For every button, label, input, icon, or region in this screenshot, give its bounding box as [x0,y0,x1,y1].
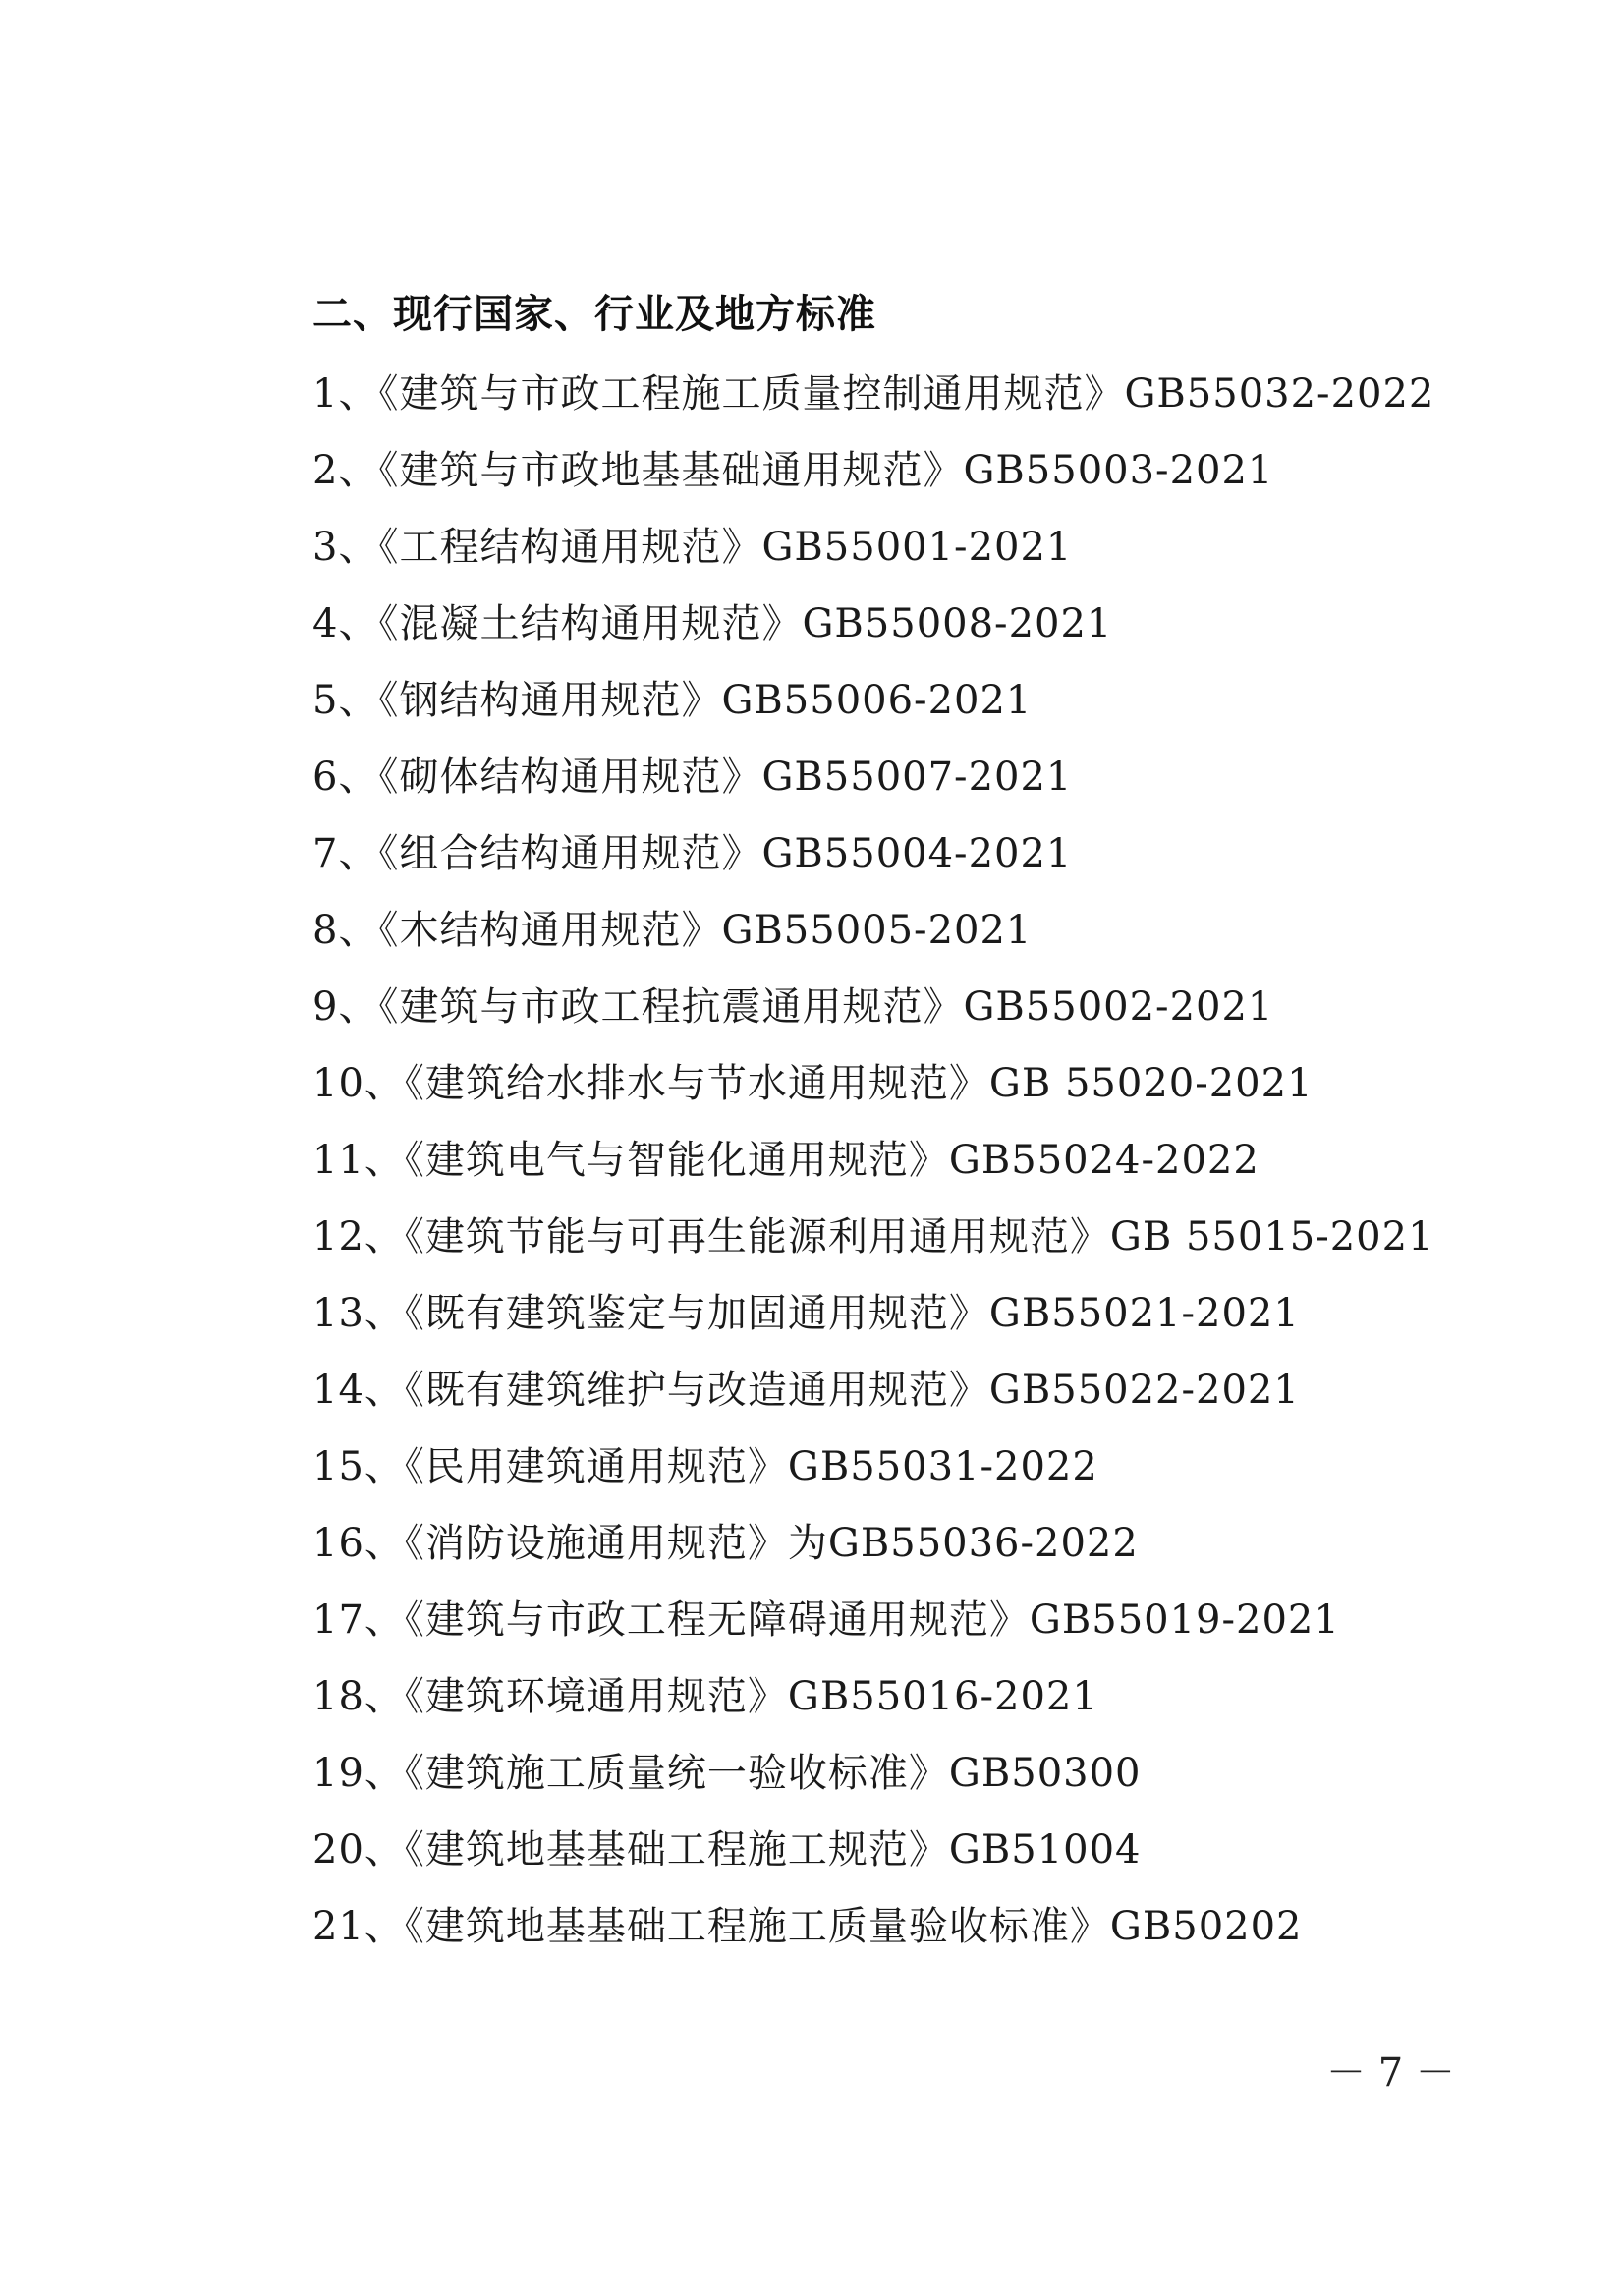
list-item [312,515,1491,591]
list-item [312,438,1491,515]
item-number: 1、 [312,371,379,417]
item-code: GB55024-2022 [948,1138,1260,1183]
item-code: GB55006-2021 [721,678,1033,723]
page-number: － 7 － [1326,2050,1455,2096]
item-number: 7、 [312,831,379,876]
item-number: 4、 [312,601,379,646]
item-title: 《建筑与市政地基基础通用规范》 [378,448,964,493]
list-item [312,1128,1491,1204]
item-number: 9、 [312,984,379,1030]
item-code: GB55007-2021 [761,755,1073,800]
list-item [312,1511,1491,1588]
item-title: 《建筑与市政工程抗震通用规范》 [378,984,964,1030]
list-item [312,745,1491,821]
item-title: 《工程结构通用规范》 [378,525,762,570]
item-title: 《既有建筑鉴定与加固通用规范》 [404,1291,989,1336]
item-title: 《民用建筑通用规范》 [404,1444,788,1489]
list-item [312,1664,1491,1741]
item-number: 15、 [312,1444,405,1489]
list-item [312,1741,1491,1818]
item-code: GB55003-2021 [963,448,1274,493]
item-number: 21、 [312,1904,405,1949]
item-number: 10、 [312,1061,405,1106]
item-code: GB 55020-2021 [988,1061,1314,1106]
list-item [312,1204,1491,1281]
list-item [312,821,1491,898]
item-number: 17、 [312,1597,405,1643]
item-title: 《混凝土结构通用规范》 [378,601,803,646]
item-code: GB55008-2021 [802,601,1113,646]
item-title: 《建筑电气与智能化通用规范》 [404,1138,949,1183]
item-number: 8、 [312,908,379,953]
list-item [312,1434,1491,1511]
item-title: 《砌体结构通用规范》 [378,755,762,800]
section-heading: 二、现行国家、行业及地方标准 [312,292,876,337]
item-title: 《建筑与市政工程无障碍通用规范》 [404,1597,1030,1643]
item-number: 19、 [312,1751,405,1796]
list-item [312,668,1491,745]
item-code: GB55005-2021 [721,908,1033,953]
list-item [312,1894,1491,1971]
item-title: 《建筑与市政工程施工质量控制通用规范》 [378,371,1125,417]
item-code: GB55019-2021 [1029,1597,1340,1643]
list-item [312,975,1491,1051]
item-title: 《建筑地基基础工程施工质量验收标准》 [404,1904,1110,1949]
item-code: GB55022-2021 [988,1368,1300,1413]
item-title: 《建筑环境通用规范》 [404,1674,788,1719]
list-item [312,1358,1491,1434]
item-code: GB55016-2021 [787,1674,1098,1719]
item-title: 《消防设施通用规范》为 [404,1521,828,1566]
list-item [312,591,1491,668]
item-number: 2、 [312,448,379,493]
item-title: 《建筑节能与可再生能源利用通用规范》 [404,1214,1110,1260]
item-code: GB55036-2022 [827,1521,1139,1566]
item-code: GB55031-2022 [787,1444,1098,1489]
standards-list [312,362,1491,1971]
item-number: 11、 [312,1138,405,1183]
item-title: 《建筑施工质量统一验收标准》 [404,1751,949,1796]
item-code: GB55002-2021 [963,984,1274,1030]
item-title: 《木结构通用规范》 [378,908,722,953]
list-item [312,362,1491,438]
item-number: 20、 [312,1827,405,1873]
item-title: 《建筑地基基础工程施工规范》 [404,1827,949,1873]
item-title: 《既有建筑维护与改造通用规范》 [404,1368,989,1413]
item-code: GB55021-2021 [988,1291,1300,1336]
item-code: GB55001-2021 [761,525,1073,570]
list-item [312,1818,1491,1894]
item-title: 《钢结构通用规范》 [378,678,722,723]
item-code: GB55004-2021 [761,831,1073,876]
item-code: GB51004 [948,1827,1142,1873]
item-number: 3、 [312,525,379,570]
list-item [312,898,1491,975]
item-number: 18、 [312,1674,405,1719]
item-number: 5、 [312,678,379,723]
item-code: GB 55015-2021 [1109,1214,1434,1260]
item-title: 《建筑给水排水与节水通用规范》 [404,1061,989,1106]
item-number: 13、 [312,1291,405,1336]
item-number: 14、 [312,1368,405,1413]
item-number: 6、 [312,755,379,800]
list-item [312,1051,1491,1128]
item-code: GB50202 [1109,1904,1303,1949]
item-number: 12、 [312,1214,405,1260]
item-code: GB55032-2022 [1124,371,1435,417]
list-item [312,1588,1491,1664]
list-item [312,1281,1491,1358]
item-number: 16、 [312,1521,405,1566]
item-code: GB50300 [948,1751,1142,1796]
item-title: 《组合结构通用规范》 [378,831,762,876]
